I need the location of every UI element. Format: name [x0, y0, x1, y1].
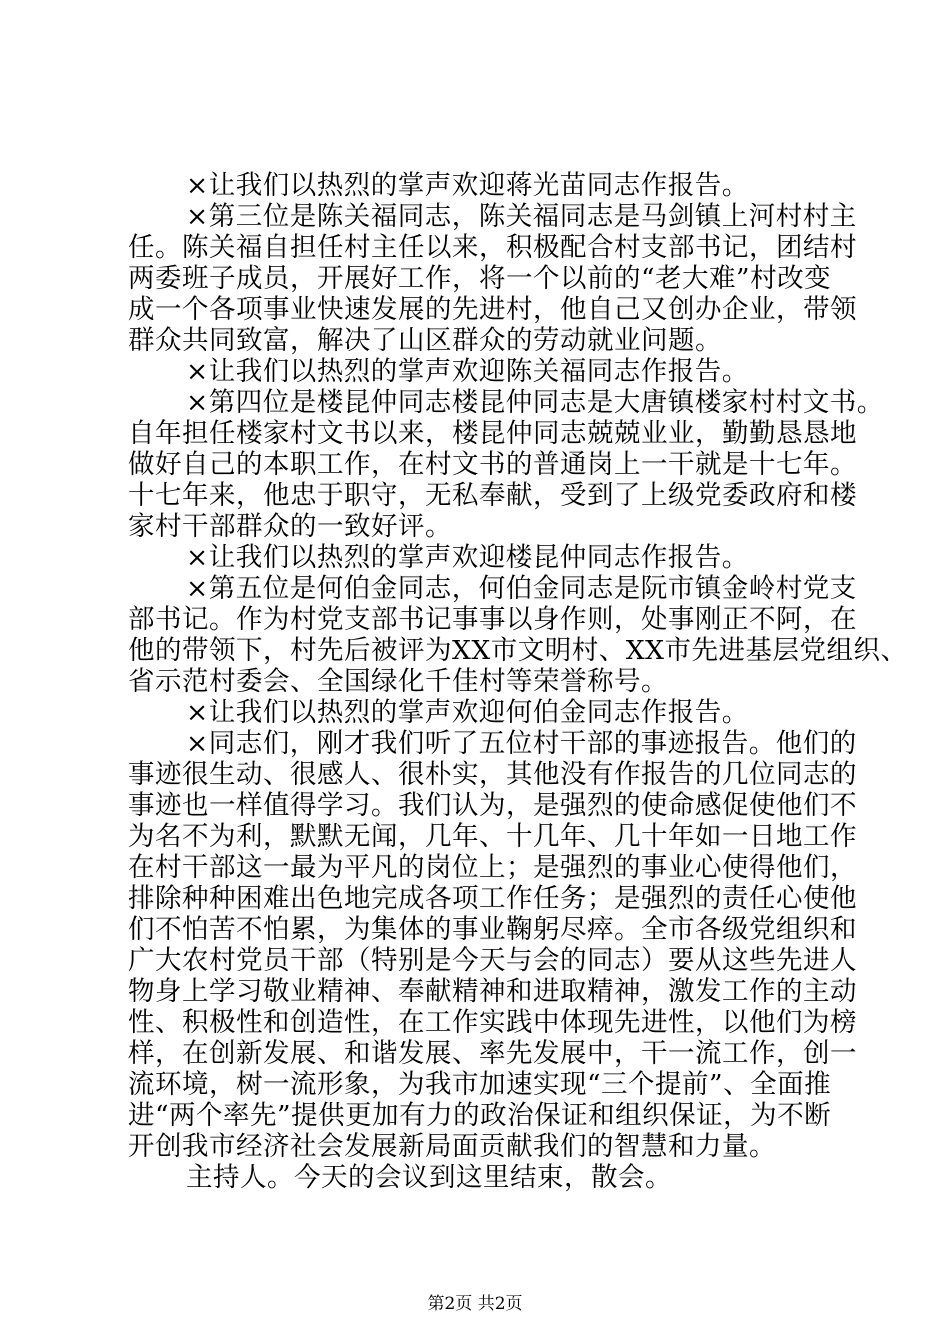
- paragraph-line: 自年担任楼家村文书以来，楼昆仲同志兢兢业业，勤勤恳恳地: [128, 418, 857, 449]
- page-number-footer: 第2页 共2页: [427, 1294, 523, 1314]
- paragraph-line: ×让我们以热烈的掌声欢迎蒋光苗同志作报告。: [186, 170, 749, 201]
- paragraph-line: 省示范村委会、全国绿化千佳村等荣誉称号。: [128, 666, 668, 697]
- paragraph-line: ×第四位是楼昆仲同志楼昆仲同志是大唐镇楼家村村文书。: [186, 387, 884, 418]
- paragraph-line: 做好自己的本职工作，在村文书的普通岗上一干就是十七年。: [128, 449, 857, 480]
- paragraph-line: 流环境，树一流形象，为我市加速实现“三个提前”、全面推: [128, 1069, 832, 1100]
- paragraph-line: 家村干部群众的一致好评。: [128, 511, 452, 542]
- paragraph-line: ×第三位是陈关福同志，陈关福同志是马剑镇上河村村主: [186, 201, 857, 232]
- paragraph-line: 两委班子成员，开展好工作，将一个以前的“老大难”村改变: [128, 263, 832, 294]
- paragraph-line: 群众共同致富，解决了山区群众的劳动就业问题。: [128, 325, 722, 356]
- paragraph-line: 开创我市经济社会发展新局面贡献我们的智慧和力量。: [128, 1131, 776, 1162]
- paragraph-line: ×同志们，刚才我们听了五位村干部的事迹报告。他们的: [186, 728, 857, 759]
- paragraph-line: 广大农村党员干部（特别是今天与会的同志）要从这些先进人: [128, 945, 857, 976]
- paragraph-line: 部书记。作为村党支部书记事事以身作则，处事刚正不阿，在: [128, 604, 857, 635]
- paragraph-line: ×让我们以热烈的掌声欢迎楼昆仲同志作报告。: [186, 542, 749, 573]
- paragraph-line: ×让我们以热烈的掌声欢迎陈关福同志作报告。: [186, 356, 749, 387]
- paragraph-line: 主持人。今天的会议到这里结束，散会。: [186, 1162, 672, 1193]
- paragraph-line: 在村干部这一最为平凡的岗位上；是强烈的事业心使得他们，: [128, 852, 857, 883]
- paragraph-line: 排除种种困难出色地完成各项工作任务；是强烈的责任心使他: [128, 883, 857, 914]
- paragraph-line: ×让我们以热烈的掌声欢迎何伯金同志作报告。: [186, 697, 749, 728]
- document-body: [128, 170, 908, 1193]
- paragraph-line: 进“两个率先”提供更加有力的政治保证和组织保证，为不断: [128, 1100, 832, 1131]
- paragraph-line: 样，在创新发展、和谐发展、率先发展中，干一流工作，创一: [128, 1038, 857, 1069]
- paragraph-line: 事迹很生动、很感人、很朴实，其他没有作报告的几位同志的: [128, 759, 857, 790]
- paragraph-line: 任。陈关福自担任村主任以来，积极配合村支部书记，团结村: [128, 232, 857, 263]
- paragraph-line: 事迹也一样值得学习。我们认为，是强烈的使命感促使他们不: [128, 790, 857, 821]
- paragraph-line: 物身上学习敬业精神、奉献精神和进取精神，激发工作的主动: [128, 976, 857, 1007]
- paragraph-line: 他的带领下，村先后被评为XX市文明村、XX市先进基层党组织、: [128, 635, 908, 666]
- paragraph-line: 十七年来，他忠于职守，无私奉献，受到了上级党委政府和楼: [128, 480, 857, 511]
- paragraph-line: ×第五位是何伯金同志，何伯金同志是阮市镇金岭村党支: [186, 573, 857, 604]
- paragraph-line: 性、积极性和创造性，在工作实践中体现先进性，以他们为榜: [128, 1007, 857, 1038]
- paragraph-line: 成一个各项事业快速发展的先进村，他自己又创办企业，带领: [128, 294, 857, 325]
- paragraph-line: 为名不为利，默默无闻，几年、十几年、几十年如一日地工作: [128, 821, 857, 852]
- paragraph-line: 们不怕苦不怕累，为集体的事业鞠躬尽瘁。全市各级党组织和: [128, 914, 857, 945]
